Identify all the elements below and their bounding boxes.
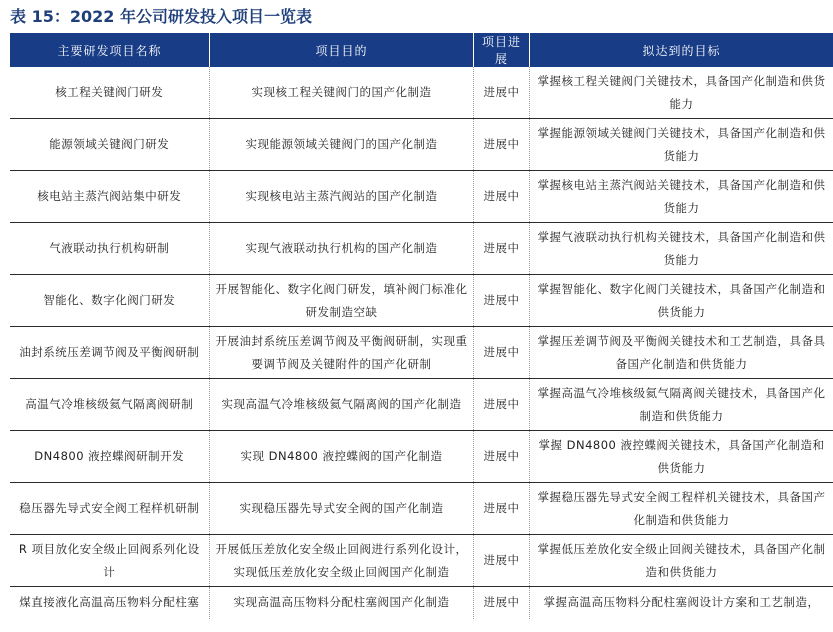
project-name-cell: 智能化、数字化阀门研发 <box>10 275 210 327</box>
table-row <box>10 483 833 535</box>
table-row <box>10 587 833 620</box>
project-name-cell: 气液联动执行机构研制 <box>10 223 210 275</box>
project-progress-cell: 进展中 <box>474 587 530 620</box>
project-purpose-cell: 开展智能化、数字化阀门研发，填补阀门标准化研发制造空缺 <box>210 275 474 327</box>
project-name-cell: 高温气冷堆核级氦气隔离阀研制 <box>10 379 210 431</box>
project-progress-cell: 进展中 <box>474 119 530 171</box>
table-row <box>10 67 833 119</box>
project-progress-cell: 进展中 <box>474 275 530 327</box>
project-progress-cell: 进展中 <box>474 379 530 431</box>
project-purpose-cell: 开展低压差放化安全级止回阀进行系列化设计，实现低压差放化安全级止回阀国产化制造 <box>210 535 474 587</box>
table-row <box>10 119 833 171</box>
project-name-cell: DN4800 液控蝶阀研制开发 <box>10 431 210 483</box>
project-progress-cell: 进展中 <box>474 327 530 379</box>
project-target-cell: 掌握高温气冷堆核级氦气隔离阀关键技术，具备国产化制造和供货能力 <box>530 379 833 431</box>
project-target-cell: 掌握气液联动执行机构关键技术，具备国产化制造和供货能力 <box>530 223 833 275</box>
project-purpose-cell: 实现核工程关键阀门的国产化制造 <box>210 67 474 119</box>
project-target-cell: 掌握高温高压物料分配柱塞阀设计方案和工艺制造， <box>530 587 833 620</box>
project-name-cell: 煤直接液化高温高压物料分配柱塞 <box>10 587 210 620</box>
rd-projects-table <box>9 33 833 619</box>
project-target-cell: 掌握能源领域关键阀门关键技术，具备国产化制造和供货能力 <box>530 119 833 171</box>
project-progress-cell: 进展中 <box>474 431 530 483</box>
table-row <box>10 275 833 327</box>
table-row <box>10 223 833 275</box>
project-name-cell: 核电站主蒸汽阀站集中研发 <box>10 171 210 223</box>
project-target-cell: 掌握低压差放化安全级止回阀关键技术，具备国产化制造和供货能力 <box>530 535 833 587</box>
column-header-project-purpose: 项目目的 <box>210 33 474 67</box>
project-purpose-cell: 实现核电站主蒸汽阀站的国产化制造 <box>210 171 474 223</box>
column-header-project-name: 主要研发项目名称 <box>10 33 210 67</box>
project-name-cell: R 项目放化安全级止回阀系列化设计 <box>10 535 210 587</box>
project-purpose-cell: 实现高温高压物料分配柱塞阀国产化制造 <box>210 587 474 620</box>
column-header-project-progress: 项目进展 <box>474 33 530 67</box>
project-target-cell: 掌握稳压器先导式安全阀工程样机关键技术，具备国产化制造和供货能力 <box>530 483 833 535</box>
project-name-cell: 能源领域关键阀门研发 <box>10 119 210 171</box>
project-progress-cell: 进展中 <box>474 535 530 587</box>
project-name-cell: 核工程关键阀门研发 <box>10 67 210 119</box>
project-purpose-cell: 实现高温气冷堆核级氦气隔离阀的国产化制造 <box>210 379 474 431</box>
project-name-cell: 稳压器先导式安全阀工程样机研制 <box>10 483 210 535</box>
project-progress-cell: 进展中 <box>474 483 530 535</box>
table-title: 表 15：2022 年公司研发投入项目一览表 <box>10 7 312 26</box>
project-target-cell: 掌握 DN4800 液控蝶阀关键技术，具备国产化制造和供货能力 <box>530 431 833 483</box>
column-header-target: 拟达到的目标 <box>530 33 833 67</box>
table-header-row <box>10 33 833 67</box>
table-row <box>10 431 833 483</box>
table-row <box>10 327 833 379</box>
project-target-cell: 掌握智能化、数字化阀门关键技术，具备国产化制造和供货能力 <box>530 275 833 327</box>
project-progress-cell: 进展中 <box>474 67 530 119</box>
project-target-cell: 掌握核电站主蒸汽阀站关键技术，具备国产化制造和供货能力 <box>530 171 833 223</box>
project-purpose-cell: 实现气液联动执行机构的国产化制造 <box>210 223 474 275</box>
project-purpose-cell: 实现能源领域关键阀门的国产化制造 <box>210 119 474 171</box>
project-purpose-cell: 实现 DN4800 液控蝶阀的国产化制造 <box>210 431 474 483</box>
table-row <box>10 379 833 431</box>
project-target-cell: 掌握压差调节阀及平衡阀关键技术和工艺制造，具备具备国产化制造和供货能力 <box>530 327 833 379</box>
project-target-cell: 掌握核工程关键阀门关键技术，具备国产化制造和供货能力 <box>530 67 833 119</box>
project-progress-cell: 进展中 <box>474 171 530 223</box>
table-row <box>10 171 833 223</box>
project-purpose-cell: 开展油封系统压差调节阀及平衡阀研制，实现重要调节阀及关键附件的国产化研制 <box>210 327 474 379</box>
project-name-cell: 油封系统压差调节阀及平衡阀研制 <box>10 327 210 379</box>
project-progress-cell: 进展中 <box>474 223 530 275</box>
table-row <box>10 535 833 587</box>
project-purpose-cell: 实现稳压器先导式安全阀的国产化制造 <box>210 483 474 535</box>
